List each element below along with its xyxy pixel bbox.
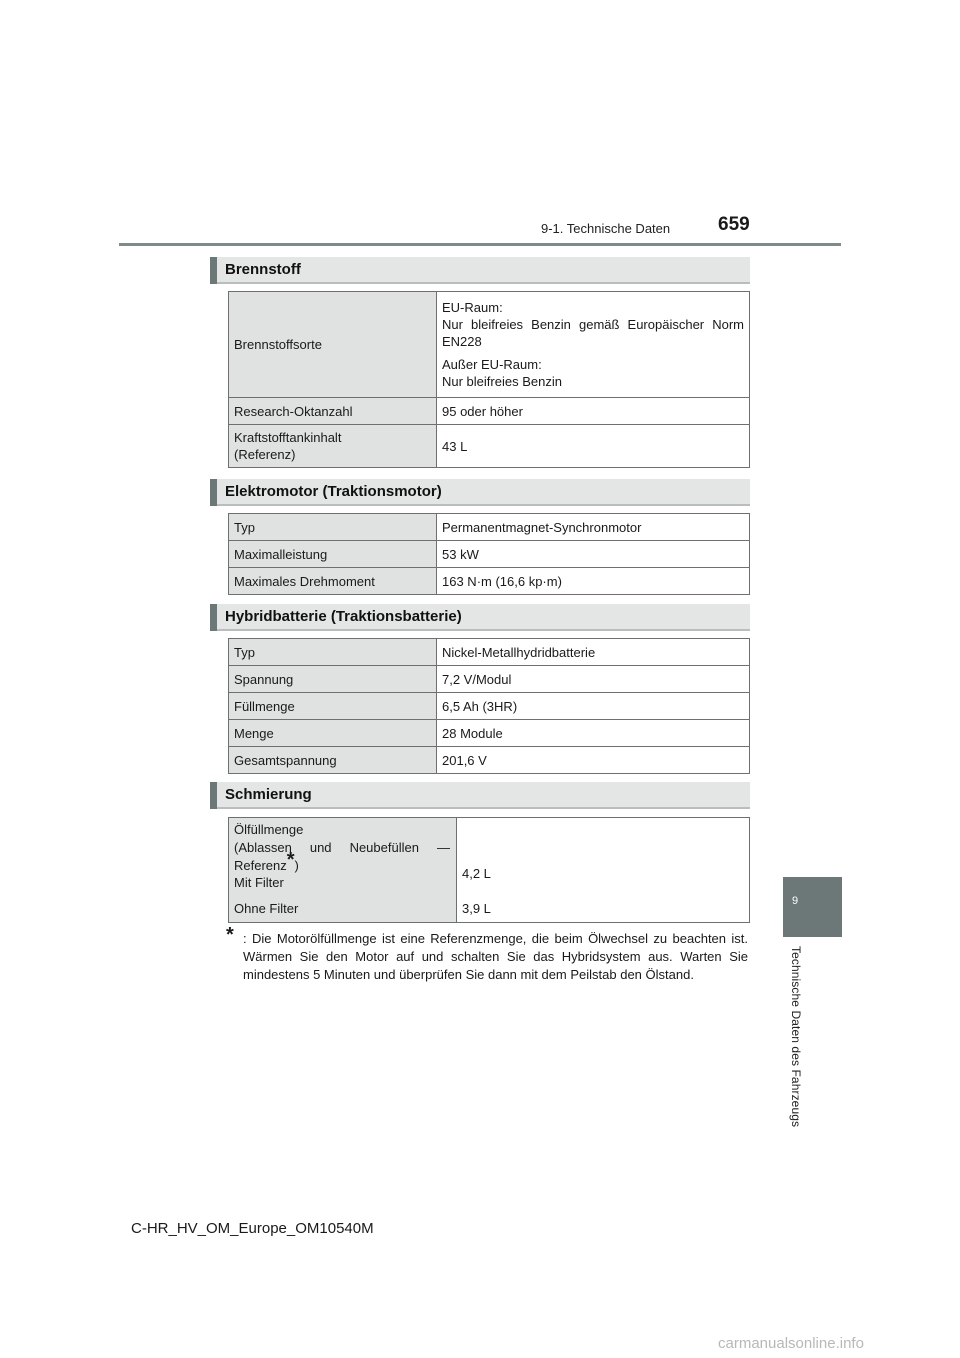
section-heading-brennstoff — [210, 257, 750, 284]
oil-capacity-reference: Referenz*) — [234, 849, 299, 873]
mit-filter-value: 4,2 L — [462, 866, 491, 881]
fuel-spec-non-eu: Nur bleifreies Benzin — [442, 374, 562, 389]
section-heading-text: Schmierung — [225, 786, 312, 803]
table-row — [229, 747, 750, 774]
section-heading-text: Hybridbatterie (Traktionsbatterie) — [225, 608, 462, 625]
table-key-cell: Gesamtspannung — [229, 747, 437, 774]
oil-capacity-note: (Ablassen und Neubefüllen — — [234, 840, 450, 855]
table-value-cell: Nickel-Metallhydridbatterie — [437, 639, 750, 666]
page-number: 659 — [718, 214, 750, 235]
footnote-marker: * — [226, 924, 234, 946]
section-heading-schmierung — [210, 782, 750, 809]
table-key-cell: Menge — [229, 720, 437, 747]
table-value-cell: 7,2 V/Modul — [437, 666, 750, 693]
elektromotor-table — [228, 513, 750, 595]
section-heading-text: Elektromotor (Traktionsmotor) — [225, 483, 442, 500]
footnote-marker: * — [286, 849, 295, 871]
table-row — [229, 639, 750, 666]
ohne-filter-label: Ohne Filter — [234, 901, 299, 916]
fuel-region-eu: EU-Raum: — [442, 300, 503, 315]
section-heading-hybridbatterie — [210, 604, 750, 631]
table-value-cell: 201,6 V — [437, 747, 750, 774]
header-divider — [119, 243, 841, 246]
section-heading-text: Brennstoff — [225, 261, 301, 278]
ohne-filter-value: 3,9 L — [462, 901, 491, 916]
schmierung-table — [228, 817, 750, 923]
oil-capacity-label: Ölfüllmenge — [234, 822, 304, 837]
table-row — [229, 666, 750, 693]
table-row — [229, 720, 750, 747]
chapter-tab — [783, 877, 842, 937]
document-id: C-HR_HV_OM_Europe_OM10540M — [131, 1220, 374, 1237]
table-value-cell: 28 Module — [437, 720, 750, 747]
section-title: 9-1. Technische Daten — [541, 221, 671, 236]
mit-filter-label: Mit Filter — [234, 875, 284, 890]
table-key-cell: Füllmenge — [229, 693, 437, 720]
table-value-cell — [437, 292, 750, 398]
fuel-region-non-eu: Außer EU-Raum: — [442, 357, 542, 372]
table-value-cell: 6,5 Ah (3HR) — [437, 693, 750, 720]
chapter-number: 9 — [791, 895, 799, 907]
table-value-cell: Permanentmagnet-Synchronmotor — [437, 514, 750, 541]
table-row — [229, 292, 750, 398]
table-row — [229, 514, 750, 541]
table-key-cell: Kraftstofftankinhalt (Referenz) — [229, 425, 437, 468]
table-value-cell: 53 kW — [437, 541, 750, 568]
table-key-cell: Maximalleistung — [229, 541, 437, 568]
table-key-cell: Brennstoffsorte — [229, 292, 437, 398]
table-key-cell: Maximales Drehmoment — [229, 568, 437, 595]
table-key-cell: Typ — [229, 639, 437, 666]
table-row — [229, 541, 750, 568]
table-value-cell: 43 L — [437, 425, 750, 468]
chapter-label: Technische Daten des Fahrzeugs — [789, 946, 803, 1128]
table-value-cell: 95 oder höher — [437, 398, 750, 425]
fuel-spec-eu: Nur bleifreies Benzin gemäß Europäischer Norm EN228 — [442, 317, 744, 349]
table-row — [229, 425, 750, 468]
table-value-cell: 163 N·m (16,6 kp·m) — [437, 568, 750, 595]
brennstoff-table — [228, 291, 750, 468]
table-key-cell: Spannung — [229, 666, 437, 693]
hybridbatterie-table — [228, 638, 750, 774]
table-row — [229, 693, 750, 720]
footnote-text: : Die Motorölfüllmenge ist eine Referenzmenge, die beim Ölwechsel zu beachten ist. Wärmen Sie den Motor auf und schalten Sie das Hybridsystem aus. Warten Sie mindestens 5 Minuten und überprüfen Sie dann mit dem Peilstab den Ölstand. — [243, 931, 748, 982]
table-key-cell: Typ — [229, 514, 437, 541]
table-key-cell: Research-Oktanzahl — [229, 398, 437, 425]
table-row — [229, 398, 750, 425]
table-row — [229, 568, 750, 595]
section-heading-elektromotor — [210, 479, 750, 506]
watermark: carmanualsonline.info — [718, 1335, 864, 1352]
